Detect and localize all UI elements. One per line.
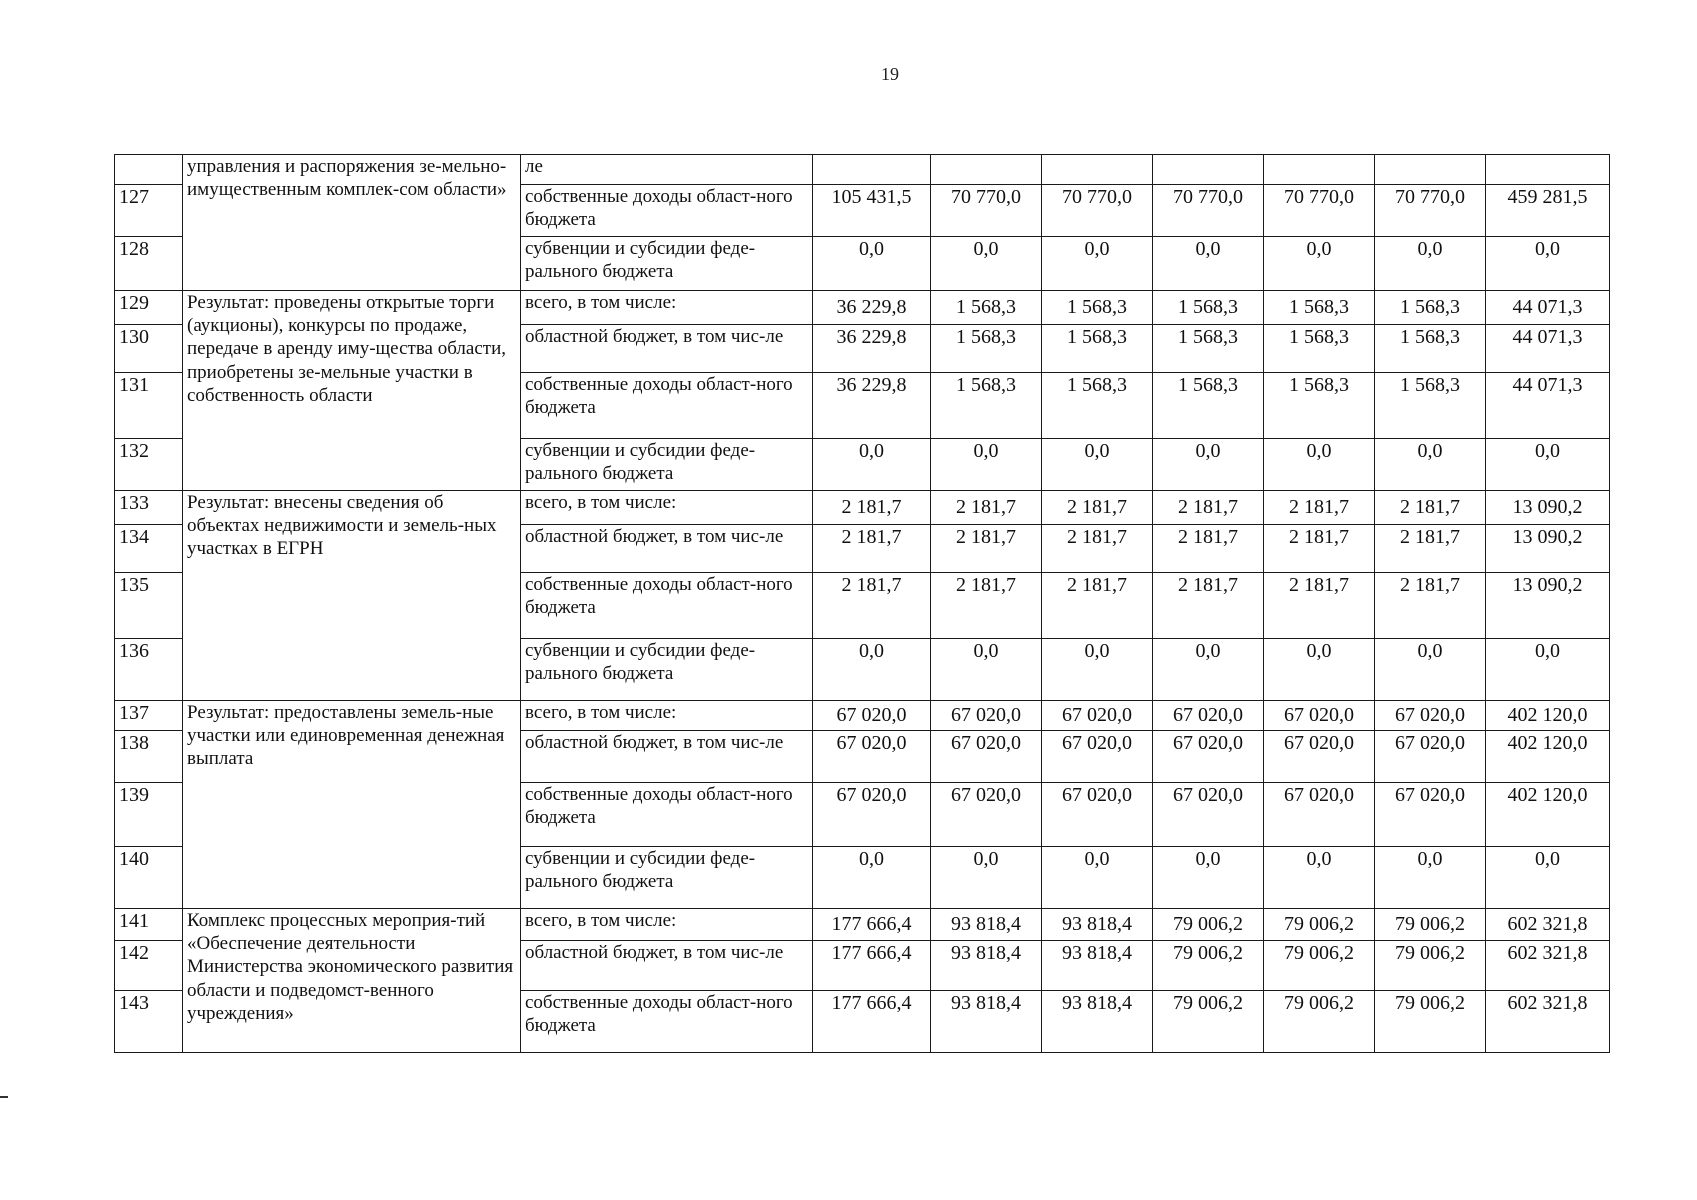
- value-year-3: 2 181,7: [1042, 491, 1153, 525]
- value-year-2: 93 818,4: [931, 941, 1042, 991]
- value-year-1: [813, 155, 931, 185]
- value-total: 459 281,5: [1486, 185, 1610, 237]
- value-year-6: 2 181,7: [1375, 491, 1486, 525]
- row-number: 132: [115, 439, 183, 491]
- value-year-3: 67 020,0: [1042, 783, 1153, 847]
- funding-source: субвенции и субсидии феде-рального бюджета: [521, 439, 813, 491]
- value-year-5: [1264, 155, 1375, 185]
- table-row: [115, 491, 1610, 525]
- value-year-1: 36 229,8: [813, 325, 931, 373]
- value-year-5: 2 181,7: [1264, 491, 1375, 525]
- row-number: [115, 155, 183, 185]
- row-number: 139: [115, 783, 183, 847]
- value-year-5: 0,0: [1264, 237, 1375, 291]
- funding-source: ле: [521, 155, 813, 185]
- value-year-1: 0,0: [813, 439, 931, 491]
- value-year-6: 0,0: [1375, 639, 1486, 701]
- value-year-3: 1 568,3: [1042, 291, 1153, 325]
- table-row: [115, 291, 1610, 325]
- value-year-3: [1042, 155, 1153, 185]
- value-year-3: 67 020,0: [1042, 701, 1153, 731]
- table-row: [115, 909, 1610, 941]
- value-year-2: 1 568,3: [931, 373, 1042, 439]
- value-year-1: 105 431,5: [813, 185, 931, 237]
- row-number: 141: [115, 909, 183, 941]
- value-total: 13 090,2: [1486, 491, 1610, 525]
- row-number: 136: [115, 639, 183, 701]
- row-number: 128: [115, 237, 183, 291]
- value-year-3: 1 568,3: [1042, 325, 1153, 373]
- value-year-4: 67 020,0: [1153, 731, 1264, 783]
- value-total: 402 120,0: [1486, 731, 1610, 783]
- value-year-4: 79 006,2: [1153, 909, 1264, 941]
- value-year-3: 2 181,7: [1042, 525, 1153, 573]
- value-year-1: 177 666,4: [813, 941, 931, 991]
- page-number: 19: [881, 64, 899, 84]
- value-year-5: 0,0: [1264, 439, 1375, 491]
- value-total: [1486, 155, 1610, 185]
- value-total: 0,0: [1486, 237, 1610, 291]
- row-number: 133: [115, 491, 183, 525]
- table-row: [115, 701, 1610, 731]
- value-year-6: 79 006,2: [1375, 991, 1486, 1053]
- funding-source: субвенции и субсидии феде-рального бюджета: [521, 639, 813, 701]
- funding-source: собственные доходы област-ного бюджета: [521, 573, 813, 639]
- table-row: [115, 155, 1610, 185]
- funding-source: собственные доходы област-ного бюджета: [521, 373, 813, 439]
- value-year-1: 67 020,0: [813, 701, 931, 731]
- value-year-2: [931, 155, 1042, 185]
- value-year-4: 0,0: [1153, 439, 1264, 491]
- value-year-4: 1 568,3: [1153, 325, 1264, 373]
- funding-source: всего, в том числе:: [521, 491, 813, 525]
- value-year-3: 0,0: [1042, 237, 1153, 291]
- value-year-4: 0,0: [1153, 639, 1264, 701]
- value-total: 13 090,2: [1486, 525, 1610, 573]
- value-year-2: 2 181,7: [931, 491, 1042, 525]
- value-year-6: 70 770,0: [1375, 185, 1486, 237]
- budget-table: [114, 154, 1610, 1053]
- value-year-4: [1153, 155, 1264, 185]
- value-year-4: 2 181,7: [1153, 491, 1264, 525]
- value-year-3: 93 818,4: [1042, 941, 1153, 991]
- value-year-5: 79 006,2: [1264, 991, 1375, 1053]
- value-total: 602 321,8: [1486, 991, 1610, 1053]
- value-year-3: 0,0: [1042, 439, 1153, 491]
- value-year-1: 67 020,0: [813, 731, 931, 783]
- row-number: 140: [115, 847, 183, 909]
- funding-source: областной бюджет, в том чис-ле: [521, 731, 813, 783]
- value-year-1: 0,0: [813, 847, 931, 909]
- value-year-3: 0,0: [1042, 639, 1153, 701]
- funding-source: всего, в том числе:: [521, 291, 813, 325]
- value-year-2: 0,0: [931, 847, 1042, 909]
- row-number: 129: [115, 291, 183, 325]
- value-year-6: 0,0: [1375, 847, 1486, 909]
- row-number: 138: [115, 731, 183, 783]
- value-year-4: 2 181,7: [1153, 573, 1264, 639]
- value-year-2: 93 818,4: [931, 991, 1042, 1053]
- result-description: управления и распоряжения зе-мельно-имущественным комплек-сом области»: [183, 155, 521, 291]
- value-year-2: 0,0: [931, 439, 1042, 491]
- row-number: 130: [115, 325, 183, 373]
- value-year-5: 2 181,7: [1264, 573, 1375, 639]
- value-year-2: 2 181,7: [931, 525, 1042, 573]
- value-year-6: [1375, 155, 1486, 185]
- funding-source: собственные доходы област-ного бюджета: [521, 185, 813, 237]
- value-year-5: 79 006,2: [1264, 909, 1375, 941]
- value-year-4: 0,0: [1153, 237, 1264, 291]
- value-year-6: 2 181,7: [1375, 573, 1486, 639]
- row-number: 127: [115, 185, 183, 237]
- value-year-2: 1 568,3: [931, 325, 1042, 373]
- value-total: 44 071,3: [1486, 325, 1610, 373]
- value-year-6: 0,0: [1375, 237, 1486, 291]
- value-year-4: 2 181,7: [1153, 525, 1264, 573]
- value-year-3: 93 818,4: [1042, 909, 1153, 941]
- funding-source: собственные доходы област-ного бюджета: [521, 991, 813, 1053]
- value-year-4: 70 770,0: [1153, 185, 1264, 237]
- result-description: Результат: внесены сведения об объектах недвижимости и земель-ных участках в ЕГРН: [183, 491, 521, 701]
- value-total: 0,0: [1486, 439, 1610, 491]
- value-total: 602 321,8: [1486, 909, 1610, 941]
- value-year-4: 79 006,2: [1153, 941, 1264, 991]
- value-year-2: 0,0: [931, 237, 1042, 291]
- value-total: 402 120,0: [1486, 783, 1610, 847]
- value-year-5: 2 181,7: [1264, 525, 1375, 573]
- value-year-5: 1 568,3: [1264, 291, 1375, 325]
- value-year-2: 67 020,0: [931, 701, 1042, 731]
- value-year-6: 67 020,0: [1375, 731, 1486, 783]
- funding-source: областной бюджет, в том чис-ле: [521, 525, 813, 573]
- value-year-2: 70 770,0: [931, 185, 1042, 237]
- result-description: Результат: проведены открытые торги (аукционы), конкурсы по продаже, передаче в аренду иму-щества области, приобретены зе-мельные участки в собственность области: [183, 291, 521, 491]
- value-year-4: 67 020,0: [1153, 783, 1264, 847]
- value-year-2: 67 020,0: [931, 783, 1042, 847]
- value-year-5: 67 020,0: [1264, 783, 1375, 847]
- value-year-5: 0,0: [1264, 639, 1375, 701]
- value-year-2: 2 181,7: [931, 573, 1042, 639]
- row-number: 135: [115, 573, 183, 639]
- funding-source: всего, в том числе:: [521, 701, 813, 731]
- row-number: 134: [115, 525, 183, 573]
- value-total: 44 071,3: [1486, 291, 1610, 325]
- row-number: 131: [115, 373, 183, 439]
- value-total: 0,0: [1486, 847, 1610, 909]
- value-year-5: 67 020,0: [1264, 731, 1375, 783]
- value-year-4: 1 568,3: [1153, 291, 1264, 325]
- value-year-6: 0,0: [1375, 439, 1486, 491]
- value-year-1: 36 229,8: [813, 373, 931, 439]
- value-year-5: 1 568,3: [1264, 373, 1375, 439]
- row-number: 137: [115, 701, 183, 731]
- value-year-6: 67 020,0: [1375, 701, 1486, 731]
- scan-edge-mark: [0, 1096, 8, 1098]
- value-year-1: 67 020,0: [813, 783, 931, 847]
- value-year-1: 177 666,4: [813, 991, 931, 1053]
- value-year-4: 0,0: [1153, 847, 1264, 909]
- value-year-1: 36 229,8: [813, 291, 931, 325]
- funding-source: собственные доходы област-ного бюджета: [521, 783, 813, 847]
- value-year-5: 67 020,0: [1264, 701, 1375, 731]
- value-year-2: 1 568,3: [931, 291, 1042, 325]
- result-description: Комплекс процессных мероприя-тий «Обеспечение деятельности Министерства экономического развития области и подведомст-венного учреждения»: [183, 909, 521, 1053]
- value-year-4: 1 568,3: [1153, 373, 1264, 439]
- value-year-2: 93 818,4: [931, 909, 1042, 941]
- value-total: 44 071,3: [1486, 373, 1610, 439]
- value-year-6: 1 568,3: [1375, 291, 1486, 325]
- value-year-1: 2 181,7: [813, 573, 931, 639]
- value-year-3: 70 770,0: [1042, 185, 1153, 237]
- funding-source: областной бюджет, в том чис-ле: [521, 941, 813, 991]
- value-year-5: 0,0: [1264, 847, 1375, 909]
- value-year-2: 67 020,0: [931, 731, 1042, 783]
- value-year-3: 0,0: [1042, 847, 1153, 909]
- value-total: 602 321,8: [1486, 941, 1610, 991]
- value-year-3: 1 568,3: [1042, 373, 1153, 439]
- value-year-4: 79 006,2: [1153, 991, 1264, 1053]
- funding-source: всего, в том числе:: [521, 909, 813, 941]
- value-year-1: 2 181,7: [813, 491, 931, 525]
- value-year-5: 70 770,0: [1264, 185, 1375, 237]
- value-year-5: 1 568,3: [1264, 325, 1375, 373]
- value-year-3: 93 818,4: [1042, 991, 1153, 1053]
- value-year-1: 0,0: [813, 237, 931, 291]
- row-number: 142: [115, 941, 183, 991]
- funding-source: областной бюджет, в том чис-ле: [521, 325, 813, 373]
- row-number: 143: [115, 991, 183, 1053]
- value-year-6: 1 568,3: [1375, 373, 1486, 439]
- value-year-1: 177 666,4: [813, 909, 931, 941]
- value-year-6: 67 020,0: [1375, 783, 1486, 847]
- result-description: Результат: предоставлены земель-ные участки или единовременная денежная выплата: [183, 701, 521, 909]
- value-year-3: 2 181,7: [1042, 573, 1153, 639]
- value-year-6: 79 006,2: [1375, 941, 1486, 991]
- value-year-2: 0,0: [931, 639, 1042, 701]
- funding-source: субвенции и субсидии феде-рального бюджета: [521, 237, 813, 291]
- value-total: 0,0: [1486, 639, 1610, 701]
- value-total: 402 120,0: [1486, 701, 1610, 731]
- value-year-4: 67 020,0: [1153, 701, 1264, 731]
- value-year-6: 79 006,2: [1375, 909, 1486, 941]
- value-year-3: 67 020,0: [1042, 731, 1153, 783]
- value-total: 13 090,2: [1486, 573, 1610, 639]
- value-year-5: 79 006,2: [1264, 941, 1375, 991]
- funding-source: субвенции и субсидии феде-рального бюджета: [521, 847, 813, 909]
- value-year-6: 1 568,3: [1375, 325, 1486, 373]
- value-year-1: 0,0: [813, 639, 931, 701]
- value-year-1: 2 181,7: [813, 525, 931, 573]
- value-year-6: 2 181,7: [1375, 525, 1486, 573]
